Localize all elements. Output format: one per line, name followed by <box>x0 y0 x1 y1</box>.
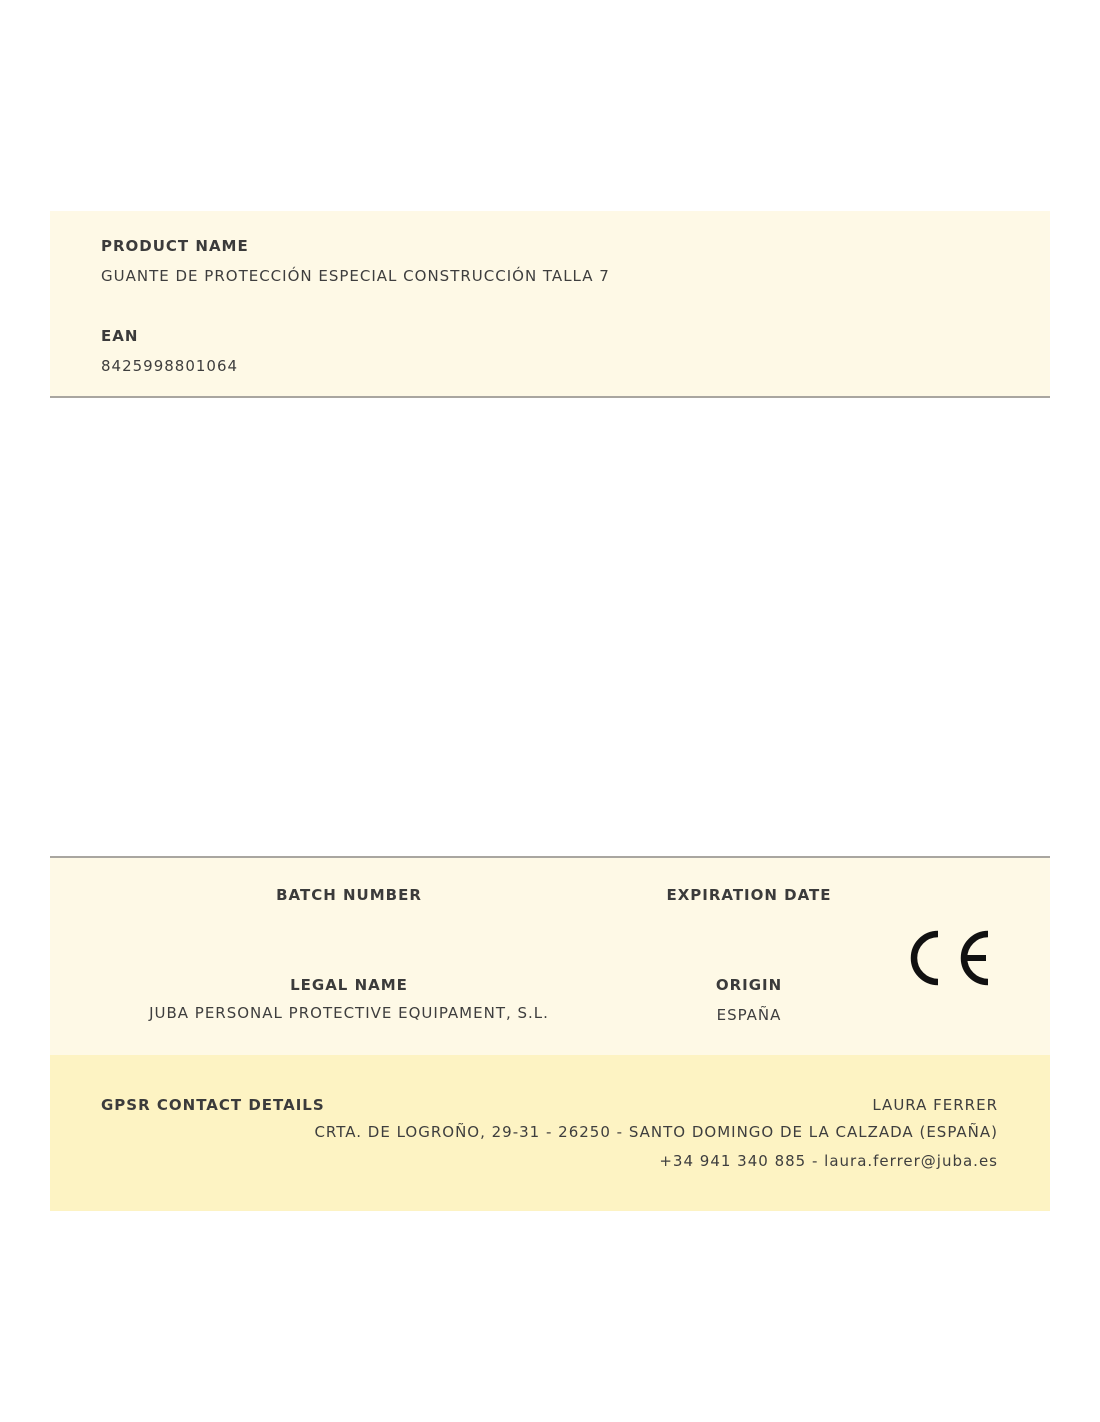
legal-name-label: LEGAL NAME <box>290 976 408 994</box>
product-details-panel <box>50 856 1050 1057</box>
gpsr-contact-label: GPSR CONTACT DETAILS <box>101 1096 325 1114</box>
gpsr-contact-panel <box>50 1055 1050 1211</box>
origin-value: ESPAÑA <box>716 1006 782 1024</box>
product-info-panel <box>50 211 1050 398</box>
product-name-label: PRODUCT NAME <box>101 237 249 255</box>
gpsr-contact-phone-email: +34 941 340 885 - laura.ferrer@juba.es <box>659 1152 998 1170</box>
expiration-date-label: EXPIRATION DATE <box>666 886 832 904</box>
ce-mark-icon <box>908 928 992 988</box>
gpsr-contact-address: CRTA. DE LOGROÑO, 29-31 - 26250 - SANTO DOMINGO DE LA CALZADA (ESPAÑA) <box>314 1123 998 1141</box>
ean-value: 8425998801064 <box>101 357 239 375</box>
ean-label: EAN <box>101 327 139 345</box>
batch-number-label: BATCH NUMBER <box>276 886 422 904</box>
origin-label: ORIGIN <box>715 976 783 994</box>
gpsr-contact-name: LAURA FERRER <box>872 1096 998 1114</box>
legal-name-value: JUBA PERSONAL PROTECTIVE EQUIPAMENT, S.L. <box>149 1004 549 1022</box>
product-name-value: GUANTE DE PROTECCIÓN ESPECIAL CONSTRUCCIÓN TALLA 7 <box>101 267 610 285</box>
